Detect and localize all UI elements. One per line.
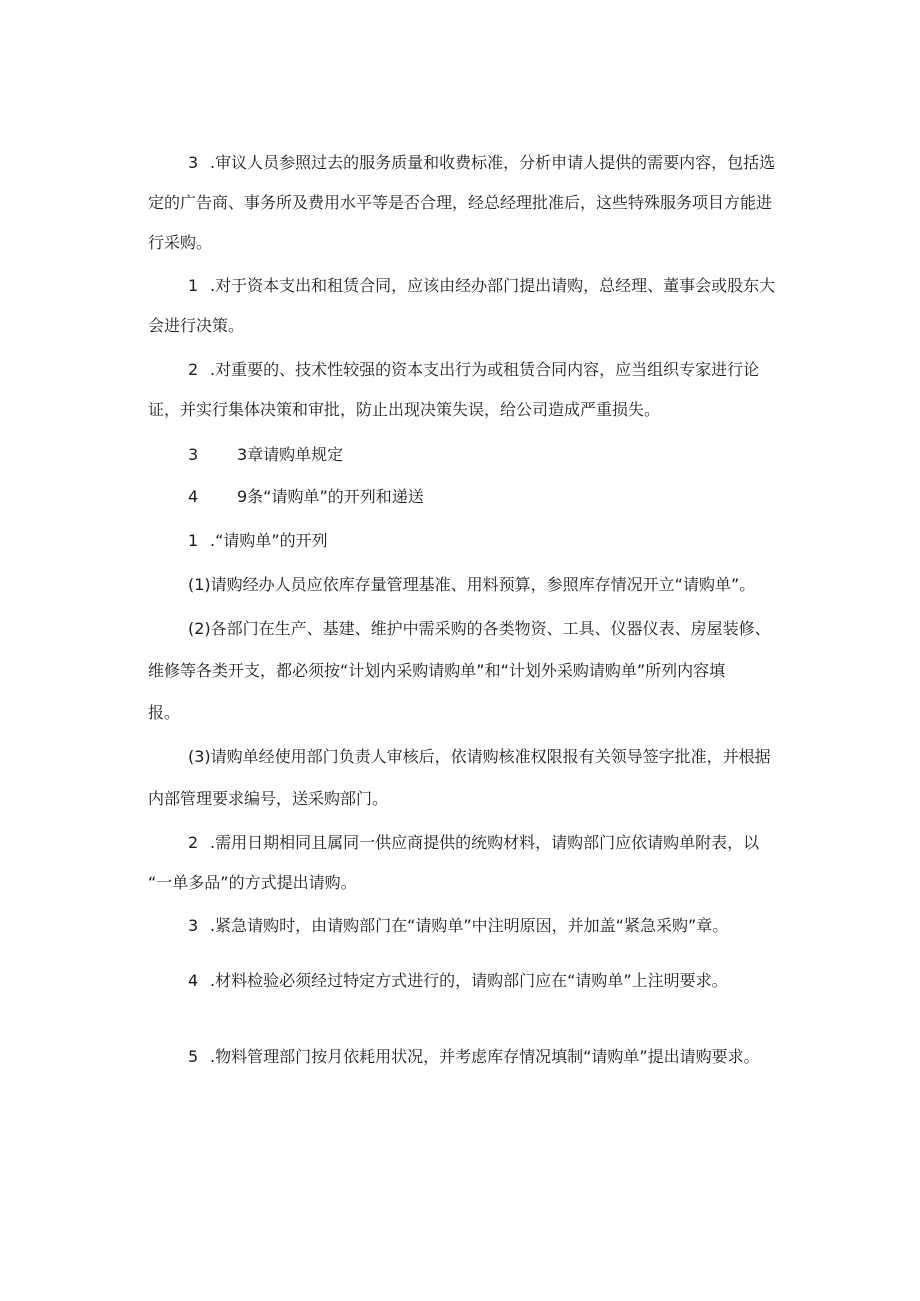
heading-number: 3 <box>188 445 199 464</box>
section-title: .“请购单”的开列 <box>210 531 328 550</box>
text-line: .需用日期相同且属同一供应商提供的统购材料，请购部门应依请购单附表，以 <box>210 833 760 852</box>
text-line: 内部管理要求编号，送采购部门。 <box>148 789 389 808</box>
item-number: 2 <box>188 360 199 379</box>
text-line: 会进行决策。 <box>148 316 245 335</box>
heading-number: 4 <box>188 487 199 506</box>
text-line: 证，并实行集体决策和审批，防止出现决策失误，给公司造成严重损失。 <box>148 400 661 419</box>
text-line: (3)请购单经使用部门负责人审核后，依请购核准权限报有关领导签字批准，并根据 <box>188 747 771 766</box>
item-number: 2 <box>188 833 199 852</box>
text-line: “一单多品”的方式提出请购。 <box>148 873 357 892</box>
chapter-heading: 3章请购单规定 <box>237 445 344 464</box>
text-line: (1)请购经办人员应依库存量管理基准、用料预算，参照库存情况开立“请购单”。 <box>188 575 756 594</box>
item-number: 3 <box>188 916 199 935</box>
item-number: 4 <box>188 971 199 990</box>
article-heading: 9条“请购单”的开列和递送 <box>237 487 424 506</box>
text-line: 报。 <box>148 703 181 722</box>
text-line: 定的广告商、事务所及费用水平等是否合理，经总经理批准后，这些特殊服务项目方能进 <box>148 193 773 212</box>
item-number: 1 <box>188 276 199 295</box>
text-line: .紧急请购时，由请购部门在“请购单”中注明原因，并加盖“紧急采购”章。 <box>210 916 729 935</box>
text-line: .物料管理部门按月依耗用状况，并考虑库存情况填制“请购单”提出请购要求。 <box>210 1047 760 1066</box>
item-number: 1 <box>188 531 199 550</box>
text-line: 维修等各类开支，都必须按“计划内采购请购单”和“计划外采购请购单”所列内容填 <box>148 661 726 680</box>
text-line: (2)各部门在生产、基建、维护中需采购的各类物资、工具、仪器仪表、房屋装修、 <box>188 619 771 638</box>
text-line: .材料检验必须经过特定方式进行的，请购部门应在“请购单”上注明要求。 <box>210 971 728 990</box>
text-line: 行采购。 <box>148 233 213 252</box>
item-number: 5 <box>188 1047 199 1066</box>
text-line: .对于资本支出和租赁合同，应该由经办部门提出请购，总经理、董事会或股东大 <box>210 276 776 295</box>
item-number: 3 <box>188 153 199 172</box>
text-line: .审议人员参照过去的服务质量和收费标准，分析申请人提供的需要内容，包括选 <box>210 153 776 172</box>
text-line: .对重要的、技术性较强的资本支出行为或租赁合同内容，应当组织专家进行论 <box>210 360 760 379</box>
